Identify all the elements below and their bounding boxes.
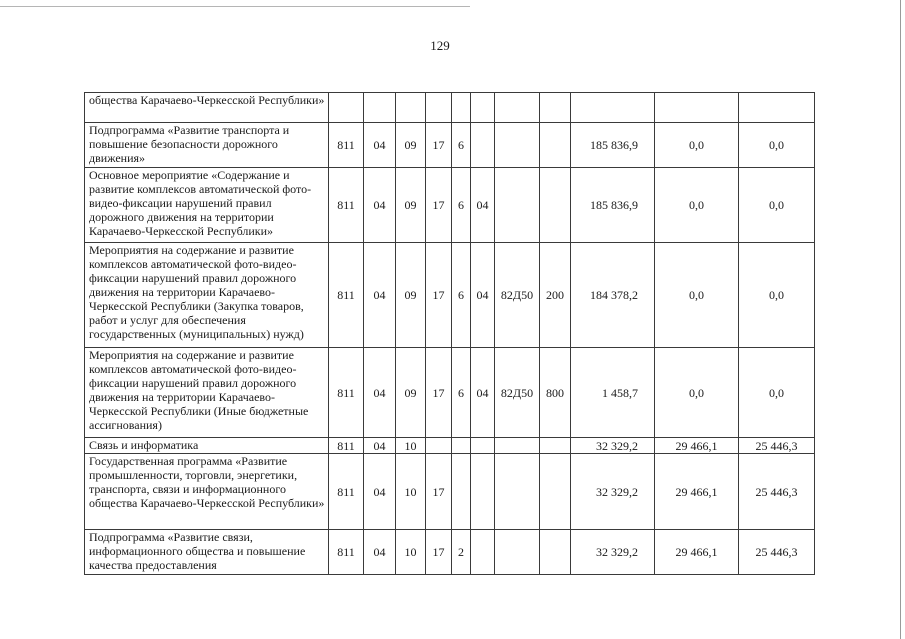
cell-section bbox=[364, 93, 396, 123]
table-row bbox=[85, 243, 815, 348]
cell-program: 17 bbox=[426, 123, 452, 168]
cell-amount-2: 29 466,1 bbox=[655, 530, 739, 575]
cell-ministry: 811 bbox=[329, 123, 364, 168]
cell-amount-2: 0,0 bbox=[655, 243, 739, 348]
cell-expense-type: 800 bbox=[540, 348, 571, 438]
cell-direction bbox=[495, 93, 540, 123]
cell-direction: 82Д50 bbox=[495, 348, 540, 438]
cell-amount-3: 25 446,3 bbox=[739, 454, 815, 530]
cell-expense-type bbox=[540, 438, 571, 454]
page-number: 129 bbox=[430, 38, 450, 53]
cell-amount-1: 184 378,2 bbox=[571, 243, 655, 348]
cell-section: 04 bbox=[364, 123, 396, 168]
cell-subprogram bbox=[452, 93, 471, 123]
row-name: Подпрограмма «Развитие связи, информационного общества и повышение качества предоставления bbox=[85, 530, 329, 575]
row-name: Мероприятия на содержание и развитие комплексов автоматической фото-видео-фиксации нарушений правил дорожного движения на территории Карачаево-Черкесской Республики (Иные бюджетные ассигнования) bbox=[85, 348, 329, 438]
cell-subprogram: 6 bbox=[452, 123, 471, 168]
cell-event bbox=[471, 454, 495, 530]
cell-direction bbox=[495, 454, 540, 530]
row-name: Основное мероприятие «Содержание и развитие комплексов автоматической фото-видео-фиксации нарушений правил дорожного движения на территории Карачаево-Черкесской Республики» bbox=[85, 168, 329, 243]
table-row bbox=[85, 123, 815, 168]
cell-expense-type bbox=[540, 123, 571, 168]
table-row bbox=[85, 530, 815, 575]
cell-expense-type bbox=[540, 530, 571, 575]
cell-event: 04 bbox=[471, 243, 495, 348]
cell-direction bbox=[495, 438, 540, 454]
cell-section: 04 bbox=[364, 454, 396, 530]
cell-subsection: 10 bbox=[396, 454, 426, 530]
cell-subsection: 09 bbox=[396, 243, 426, 348]
cell-ministry: 811 bbox=[329, 530, 364, 575]
row-name: Мероприятия на содержание и развитие комплексов автоматической фото-видео-фиксации нарушений правил дорожного движения на территории Карачаево-Черкесской Республики (Закупка товаров, работ и услуг для обеспечения государственных (муниципальных) нужд) bbox=[85, 243, 329, 348]
cell-amount-1: 32 329,2 bbox=[571, 454, 655, 530]
cell-event bbox=[471, 93, 495, 123]
cell-amount-3: 0,0 bbox=[739, 348, 815, 438]
cell-amount-1: 32 329,2 bbox=[571, 438, 655, 454]
cell-amount-3: 25 446,3 bbox=[739, 530, 815, 575]
cell-section: 04 bbox=[364, 348, 396, 438]
cell-ministry: 811 bbox=[329, 243, 364, 348]
cell-expense-type bbox=[540, 168, 571, 243]
table-row bbox=[85, 454, 815, 530]
cell-ministry bbox=[329, 93, 364, 123]
cell-expense-type bbox=[540, 93, 571, 123]
cell-ministry: 811 bbox=[329, 454, 364, 530]
cell-amount-1: 1 458,7 bbox=[571, 348, 655, 438]
cell-amount-3: 0,0 bbox=[739, 123, 815, 168]
cell-direction bbox=[495, 168, 540, 243]
cell-expense-type bbox=[540, 454, 571, 530]
cell-amount-3: 25 446,3 bbox=[739, 438, 815, 454]
cell-amount-2: 0,0 bbox=[655, 168, 739, 243]
row-name: Подпрограмма «Развитие транспорта и повышение безопасности дорожного движения» bbox=[85, 123, 329, 168]
cell-direction bbox=[495, 123, 540, 168]
cell-subprogram: 2 bbox=[452, 530, 471, 575]
cell-program: 17 bbox=[426, 348, 452, 438]
table-row bbox=[85, 348, 815, 438]
cell-subprogram: 6 bbox=[452, 348, 471, 438]
table-row bbox=[85, 93, 815, 123]
cell-section: 04 bbox=[364, 168, 396, 243]
cell-amount-3 bbox=[739, 93, 815, 123]
cell-event bbox=[471, 123, 495, 168]
cell-amount-2: 0,0 bbox=[655, 123, 739, 168]
row-name: Государственная программа «Развитие промышленности, торговли, энергетики, транспорта, связи и информационного общества Карачаево-Черкесской Республики» bbox=[85, 454, 329, 530]
cell-subsection: 09 bbox=[396, 168, 426, 243]
row-name: Связь и информатика bbox=[85, 438, 329, 454]
cell-amount-2 bbox=[655, 93, 739, 123]
cell-program: 17 bbox=[426, 454, 452, 530]
cell-subprogram: 6 bbox=[452, 168, 471, 243]
cell-amount-1: 185 836,9 bbox=[571, 123, 655, 168]
cell-amount-2: 29 466,1 bbox=[655, 454, 739, 530]
cell-subsection: 10 bbox=[396, 438, 426, 454]
cell-amount-1: 32 329,2 bbox=[571, 530, 655, 575]
cell-amount-1 bbox=[571, 93, 655, 123]
cell-section: 04 bbox=[364, 243, 396, 348]
cell-amount-1: 185 836,9 bbox=[571, 168, 655, 243]
row-name: общества Карачаево-Черкесской Республики» bbox=[85, 93, 329, 123]
cell-program: 17 bbox=[426, 168, 452, 243]
budget-table bbox=[84, 92, 815, 575]
cell-subprogram bbox=[452, 438, 471, 454]
cell-amount-2: 0,0 bbox=[655, 348, 739, 438]
cell-subprogram: 6 bbox=[452, 243, 471, 348]
cell-ministry: 811 bbox=[329, 348, 364, 438]
cell-expense-type: 200 bbox=[540, 243, 571, 348]
cell-ministry: 811 bbox=[329, 168, 364, 243]
cell-event bbox=[471, 530, 495, 575]
cell-subprogram bbox=[452, 454, 471, 530]
cell-section: 04 bbox=[364, 438, 396, 454]
budget-table-body bbox=[85, 93, 815, 575]
cell-subsection: 09 bbox=[396, 348, 426, 438]
cell-amount-3: 0,0 bbox=[739, 243, 815, 348]
cell-event: 04 bbox=[471, 168, 495, 243]
cell-event: 04 bbox=[471, 348, 495, 438]
cell-program bbox=[426, 93, 452, 123]
cell-amount-3: 0,0 bbox=[739, 168, 815, 243]
cell-direction: 82Д50 bbox=[495, 243, 540, 348]
table-row bbox=[85, 168, 815, 243]
cell-subsection: 10 bbox=[396, 530, 426, 575]
table-row bbox=[85, 438, 815, 454]
cell-program: 17 bbox=[426, 243, 452, 348]
cell-program: 17 bbox=[426, 530, 452, 575]
cell-subsection: 09 bbox=[396, 123, 426, 168]
cell-program bbox=[426, 438, 452, 454]
cell-direction bbox=[495, 530, 540, 575]
cell-amount-2: 29 466,1 bbox=[655, 438, 739, 454]
cell-event bbox=[471, 438, 495, 454]
scan-right-edge bbox=[900, 0, 901, 639]
cell-subsection bbox=[396, 93, 426, 123]
scan-top-rule bbox=[0, 6, 470, 7]
cell-section: 04 bbox=[364, 530, 396, 575]
cell-ministry: 811 bbox=[329, 438, 364, 454]
